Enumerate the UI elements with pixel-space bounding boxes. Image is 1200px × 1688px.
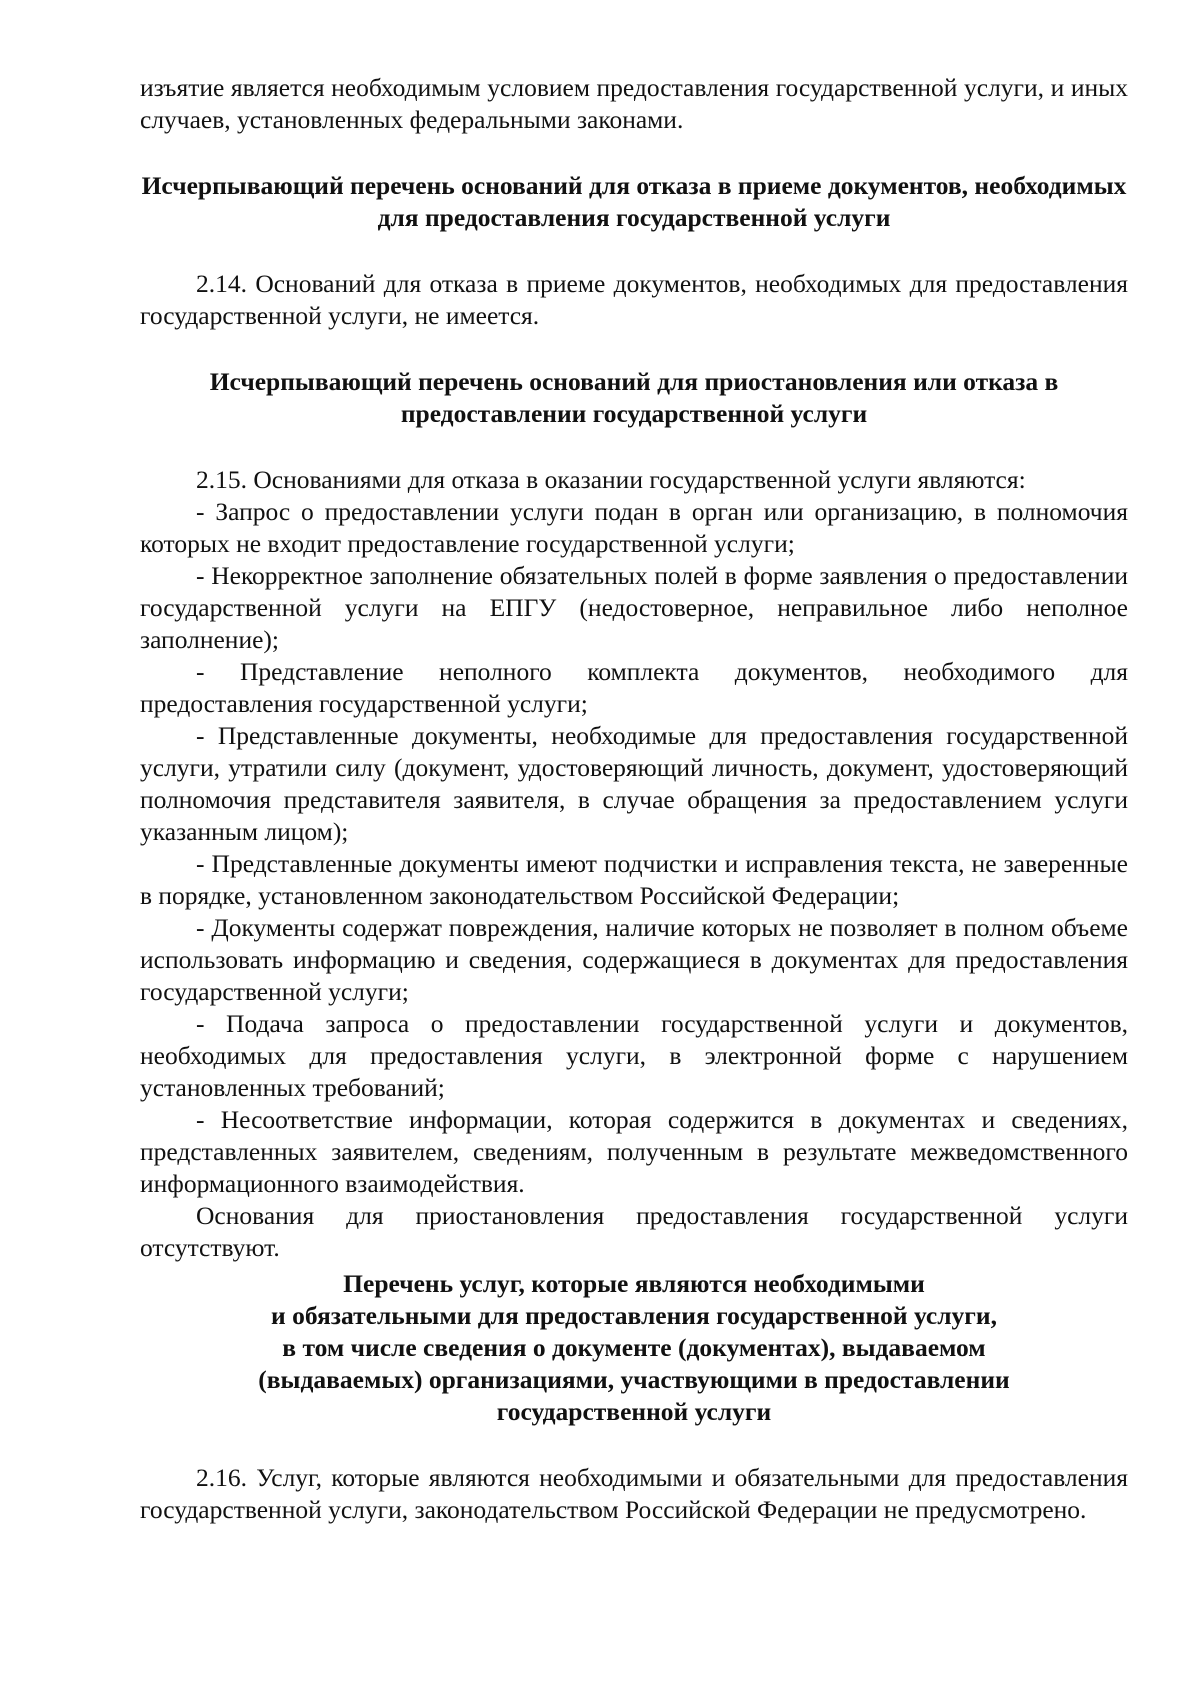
refusal-reason-item: - Представленные документы имеют подчистки и исправления текста, не заверенные в порядке, установленном законодательством Российской Федерации; [140, 849, 1128, 910]
refusal-reason-item: - Запрос о предоставлении услуги подан в орган или организацию, в полномочия которых не входит предоставление государственной услуги; [140, 497, 1128, 558]
refusal-reason-item: - Подача запроса о предоставлении государственной услуги и документов, необходимых для предоставления услуги, в электронной форме с нарушением установленных требований; [140, 1009, 1128, 1102]
section-2-heading: Исчерпывающий перечень оснований для приостановления или отказа в предоставлении государственной услуги [209, 367, 1059, 428]
intro-paragraph: изъятие является необходимым условием предоставления государственной услуги, и иных случаев, установленных федеральными законами. [140, 73, 1128, 134]
section-3-heading-line: и обязательными для предоставления государственной услуги, [271, 1301, 997, 1330]
section-3-heading-line: (выдаваемых) организациями, участвующими в предоставлении [258, 1365, 1010, 1394]
section-3-heading-line: государственной услуги [496, 1397, 772, 1426]
refusal-reason-item: - Представление неполного комплекта документов, необходимого для предоставления государственной услуги; [140, 657, 1128, 718]
paragraph-2-15-lead: 2.15. Основаниями для отказа в оказании государственной услуги являются: [196, 465, 1026, 494]
section-1-heading: Исчерпывающий перечень оснований для отказа в приеме документов, необходимых для предоставления государственной услуги [141, 171, 1127, 232]
suspension-note: Основания для приостановления предоставления государственной услуги отсутствуют. [140, 1201, 1128, 1262]
refusal-reason-item: - Некорректное заполнение обязательных полей в форме заявления о предоставлении государственной услуги на ЕПГУ (недостоверное, неправильное либо неполное заполнение); [140, 561, 1128, 654]
refusal-reason-item: - Документы содержат повреждения, наличие которых не позволяет в полном объеме использовать информацию и сведения, содержащиеся в документах для предоставления государственной услуги; [140, 913, 1128, 1006]
section-3-heading-line: в том числе сведения о документе (документах), выдаваемом [282, 1333, 986, 1362]
paragraph-2-16: 2.16. Услуг, которые являются необходимыми и обязательными для предоставления государственной услуги, законодательством Российской Федерации не предусмотрено. [140, 1463, 1128, 1524]
paragraph-2-14: 2.14. Оснований для отказа в приеме документов, необходимых для предоставления государственной услуги, не имеется. [140, 269, 1128, 330]
refusal-reason-item: - Несоответствие информации, которая содержится в документах и сведениях, представленных заявителем, сведениям, полученным в результате межведомственного информационного взаимодействия. [140, 1105, 1128, 1198]
refusal-reason-item: - Представленные документы, необходимые для предоставления государственной услуги, утратили силу (документ, удостоверяющий личность, документ, удостоверяющий полномочия представителя заявителя, в случае обращения за предоставлением услуги указанным лицом); [140, 721, 1128, 846]
section-3-heading [140, 1268, 1128, 1428]
section-3-heading-line: Перечень услуг, которые являются необходимыми [343, 1269, 925, 1298]
